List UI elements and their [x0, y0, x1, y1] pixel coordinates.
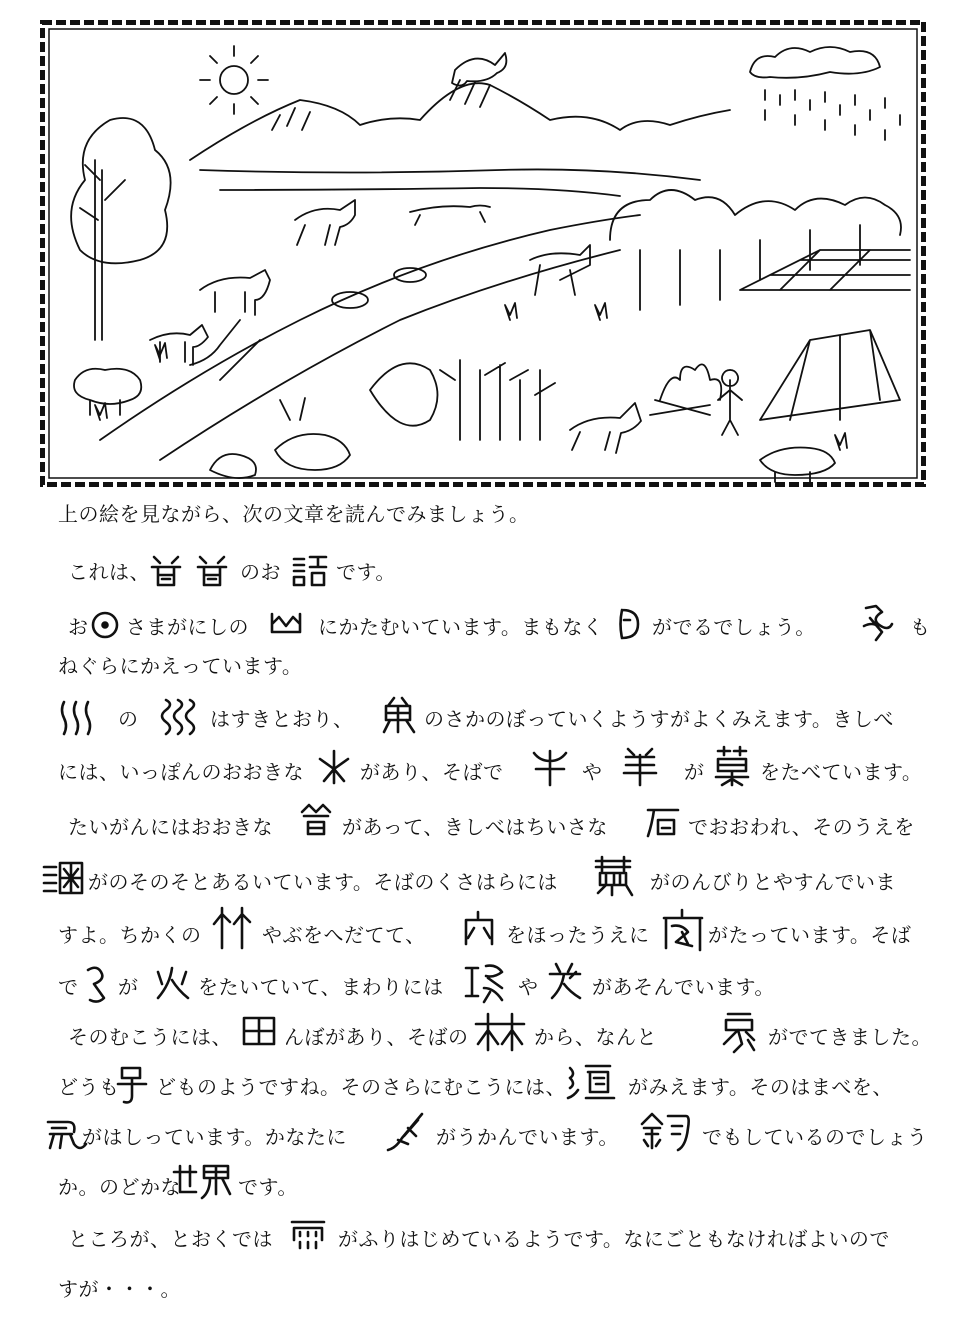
text: ところが、とおくでは [68, 1227, 273, 1251]
text: をほったうえに [506, 923, 650, 947]
text: や [582, 760, 603, 784]
text: があそんでいます。 [592, 975, 775, 999]
ancient-glyph-deer-icon [590, 855, 636, 899]
text: のお [240, 560, 281, 584]
text: があり、そばで [360, 760, 504, 784]
ancient-glyph-rock-icon [296, 802, 336, 842]
ancient-glyph-fishing-icon [638, 1110, 692, 1156]
sun-drawing [200, 46, 268, 114]
passage-line-7 [0, 855, 971, 915]
ancient-glyph-tree-icon [316, 747, 352, 787]
ancient-glyph-field-icon [240, 1014, 278, 1050]
text: のさかのぼっていくようすがよくみえます。きしべ [424, 707, 894, 731]
passage-line-1 [0, 545, 971, 605]
ancient-glyph-sun-icon [90, 608, 120, 642]
ancient-glyph-grass-icon [712, 745, 752, 789]
passage-line-4 [0, 690, 971, 750]
ancient-glyph-stone-icon [644, 806, 682, 840]
ancient-glyph-sea-icon [566, 1060, 618, 1104]
rain-cloud-drawing [750, 47, 900, 140]
text: をたいていて、まわりには [198, 975, 444, 999]
goat-drawing [150, 325, 208, 365]
field-drawing [740, 250, 910, 290]
text: が [684, 760, 705, 784]
text: がのそのそとあるいています。そばのくさはらには [88, 870, 558, 894]
ancient-glyph-story-icon [290, 553, 330, 589]
text: どうも [58, 1075, 120, 1099]
text: でもしているのでしょう [702, 1125, 928, 1149]
text: はすきとおり、 [210, 707, 354, 731]
hunters-drawing [410, 206, 490, 226]
person-drawing [718, 370, 742, 435]
ancient-glyph-boat-icon [384, 1110, 428, 1156]
passage-line-6 [0, 800, 971, 860]
ancient-glyph-grandfather-icon [148, 553, 184, 589]
text: んぼがあり、そばの [284, 1025, 469, 1049]
tree-drawing [71, 118, 171, 340]
passage-line-8 [0, 908, 971, 968]
ancient-glyph-hole-icon [460, 910, 498, 948]
wolf-drawing [530, 245, 590, 295]
text: やぶをへだてて、 [262, 923, 426, 947]
cow-drawing [200, 270, 270, 315]
dog-drawing [570, 403, 641, 453]
ancient-glyph-forest-icon [474, 1010, 526, 1054]
ancient-glyph-cow-icon [530, 747, 570, 787]
text: です。 [336, 560, 396, 584]
text: お [68, 615, 89, 639]
text: でおおわれ、そのうえを [688, 815, 915, 839]
text: すよ。ちかくの [58, 923, 202, 947]
mountains-drawing [190, 83, 730, 160]
ancient-glyph-river-icon [58, 698, 98, 738]
ancient-glyph-grandfather-icon [194, 553, 230, 589]
ancient-glyph-pig-icon [462, 962, 508, 1004]
text: です。 [238, 1175, 298, 1199]
ancient-glyph-moon-icon [614, 606, 642, 640]
ancient-glyph-bird-icon [860, 602, 900, 646]
forest-drawing [610, 190, 901, 240]
text: にかたむいています。まもなく [318, 615, 604, 639]
text: が [118, 975, 139, 999]
text: から、なんと [534, 1025, 657, 1049]
landscape-illustration [40, 20, 926, 487]
ancient-glyph-elephant-icon [718, 1010, 760, 1056]
text: すが・・・。 [58, 1277, 181, 1301]
deer-drawing [275, 398, 350, 470]
text: で [58, 975, 79, 999]
text: さまがにしの [126, 615, 249, 639]
pig-drawing [760, 448, 835, 483]
fire-drawing [650, 364, 721, 415]
text: がうかんでいます。 [436, 1125, 619, 1149]
ancient-glyph-fish-icon [378, 694, 418, 738]
ancient-glyph-sheep-icon [620, 745, 660, 787]
bamboo-drawing [440, 360, 555, 440]
text: や [518, 975, 539, 999]
passage-line-15 [0, 1262, 971, 1322]
text: か。のどかな [58, 1175, 181, 1199]
ancient-glyph-turtle-icon [40, 859, 86, 901]
ancient-glyph-dog-icon [546, 960, 584, 1002]
passage-line-5 [0, 745, 971, 805]
ancient-glyph-mountain-icon [268, 608, 304, 638]
ancient-glyph-bamboo-icon [212, 904, 256, 952]
horse-drawing [295, 200, 355, 245]
ancient-glyph-river-icon [158, 696, 198, 736]
text: がたっています。そば [708, 923, 912, 947]
instructions: 上の絵を見ながら、次の文章を読んでみましょう。 [58, 502, 530, 526]
text: には、いっぽんのおおきな [58, 760, 304, 784]
text: これは、 [68, 560, 150, 584]
text: そのむこうには、 [68, 1025, 232, 1049]
text: がのんびりとやすんでいま [650, 870, 896, 894]
text: がふりはじめているようです。なにごともなければよいので [338, 1227, 890, 1251]
text: ねぐらにかえっています。 [58, 654, 303, 678]
ancient-glyph-rain-icon [288, 1218, 328, 1254]
text: がみえます。そのはまべを、 [628, 1075, 893, 1099]
sheep-drawing [74, 369, 141, 415]
ancient-glyph-world-icon [170, 1162, 232, 1202]
text: どものようですね。そのさらにむこうには、 [156, 1075, 566, 1099]
tent-drawing [760, 330, 900, 420]
text: があって、きしべはちいさな [342, 815, 608, 839]
text: たいがんにはおおきな [68, 815, 273, 839]
text: の [118, 707, 139, 731]
ancient-glyph-house-icon [660, 908, 706, 954]
text: も [910, 615, 931, 639]
text: がはしっています。かなたに [82, 1125, 347, 1149]
passage-line-13 [0, 1160, 971, 1220]
river-drawing [100, 215, 640, 440]
ancient-glyph-person-icon [80, 964, 110, 1006]
text: がでてきました。 [768, 1025, 932, 1049]
ancient-glyph-child-icon [116, 1064, 148, 1106]
turtle-drawing [210, 454, 256, 478]
ancient-glyph-fire-icon [152, 964, 192, 1002]
rocks-drawing [370, 363, 438, 425]
text: がでるでしょう。 [652, 615, 816, 639]
text: をたべています。 [760, 760, 923, 784]
